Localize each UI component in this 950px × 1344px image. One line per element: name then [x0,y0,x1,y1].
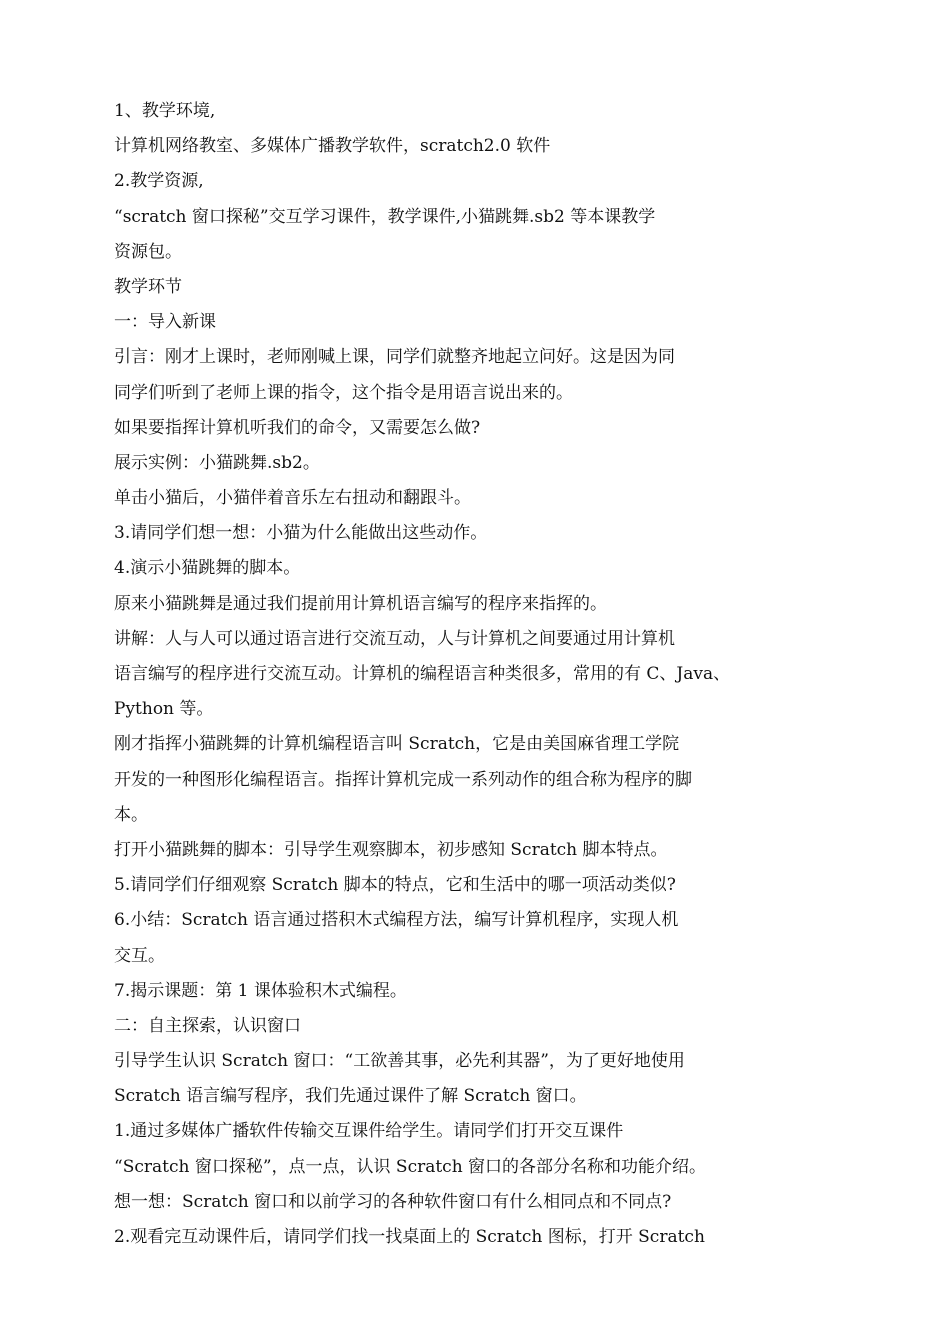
text-line: 1.通过多媒体广播软件传输交互课件给学生。请同学们打开交互课件 [114,1121,624,1142]
text-line: 4.演示小猫跳舞的脚本。 [114,558,301,579]
text-line: “scratch 窗口探秘”交互学习课件，教学课件,小猫跳舞.sb2 等本课教学 [114,206,656,227]
text-line: 讲解：人与人可以通过语言进行交流互动，人与计算机之间要通过用计算机 [114,628,675,649]
text-line: 引言：刚才上课时，老师刚喊上课，同学们就整齐地起立问好。这是因为同 [114,347,675,368]
text-line: 引导学生认识 Scratch 窗口：“工欲善其事，必先利其器”，为了更好地使用 [114,1051,685,1072]
text-line: 想一想：Scratch 窗口和以前学习的各种软件窗口有什么相同点和不同点? [114,1191,672,1212]
text-line: 打开小猫跳舞的脚本：引导学生观察脚本，初步感知 Scratch 脚本特点。 [114,839,668,860]
section-heading: 教学环节 [114,276,182,297]
section-heading: 二：自主探索，认识窗口 [114,1015,301,1036]
text-line: 展示实例：小猫跳舞.sb2。 [114,452,320,473]
text-line: 原来小猫跳舞是通过我们提前用计算机语言编写的程序来指挥的。 [114,593,607,614]
text-line: 本。 [114,804,148,825]
text-line: 7.揭示课题：第 1 课体验积木式编程。 [114,980,407,1001]
text-line: 6.小结：Scratch 语言通过搭积木式编程方法，编写计算机程序，实现人机 [114,910,679,931]
text-line: 2.观看完互动课件后，请同学们找一找桌面上的 Scratch 图标，打开 Scratch [114,1227,705,1247]
text-line: 交互。 [114,945,165,966]
text-line: 计算机网络教室、多媒体广播教学软件，scratch2.0 软件 [114,136,551,157]
text-line: 资源包。 [114,241,182,262]
text-line: 单击小猫后，小猫伴着音乐左右扭动和翻跟斗。 [114,488,471,509]
text-line: 开发的一种图形化编程语言。指挥计算机完成一系列动作的组合称为程序的脚 [114,769,692,790]
section-heading: 一：导入新课 [114,312,216,333]
text-line: 1、教学环境, [114,101,216,121]
text-line: 同学们听到了老师上课的指令，这个指令是用语言说出来的。 [114,382,573,403]
text-line: 3.请同学们想一想：小猫为什么能做出这些动作。 [114,523,488,544]
text-line: 2.教学资源, [114,171,204,192]
text-line: 刚才指挥小猫跳舞的计算机编程语言叫 Scratch，它是由美国麻省理工学院 [114,734,680,755]
text-line: “Scratch 窗口探秘”，点一点，认识 Scratch 窗口的各部分名称和功能介绍。 [114,1156,707,1177]
text-line: 语言编写的程序进行交流互动。计算机的编程语言种类很多，常用的有 C、Java、 [114,664,731,684]
text-line: 5.请同学们仔细观察 Scratch 脚本的特点，它和生活中的哪一项活动类似? [114,875,676,896]
text-line: Scratch 语言编写程序，我们先通过课件了解 Scratch 窗口。 [114,1086,587,1107]
text-line: Python 等。 [114,699,214,720]
document-body [114,94,814,1255]
text-line: 如果要指挥计算机听我们的命令，又需要怎么做? [114,417,481,438]
